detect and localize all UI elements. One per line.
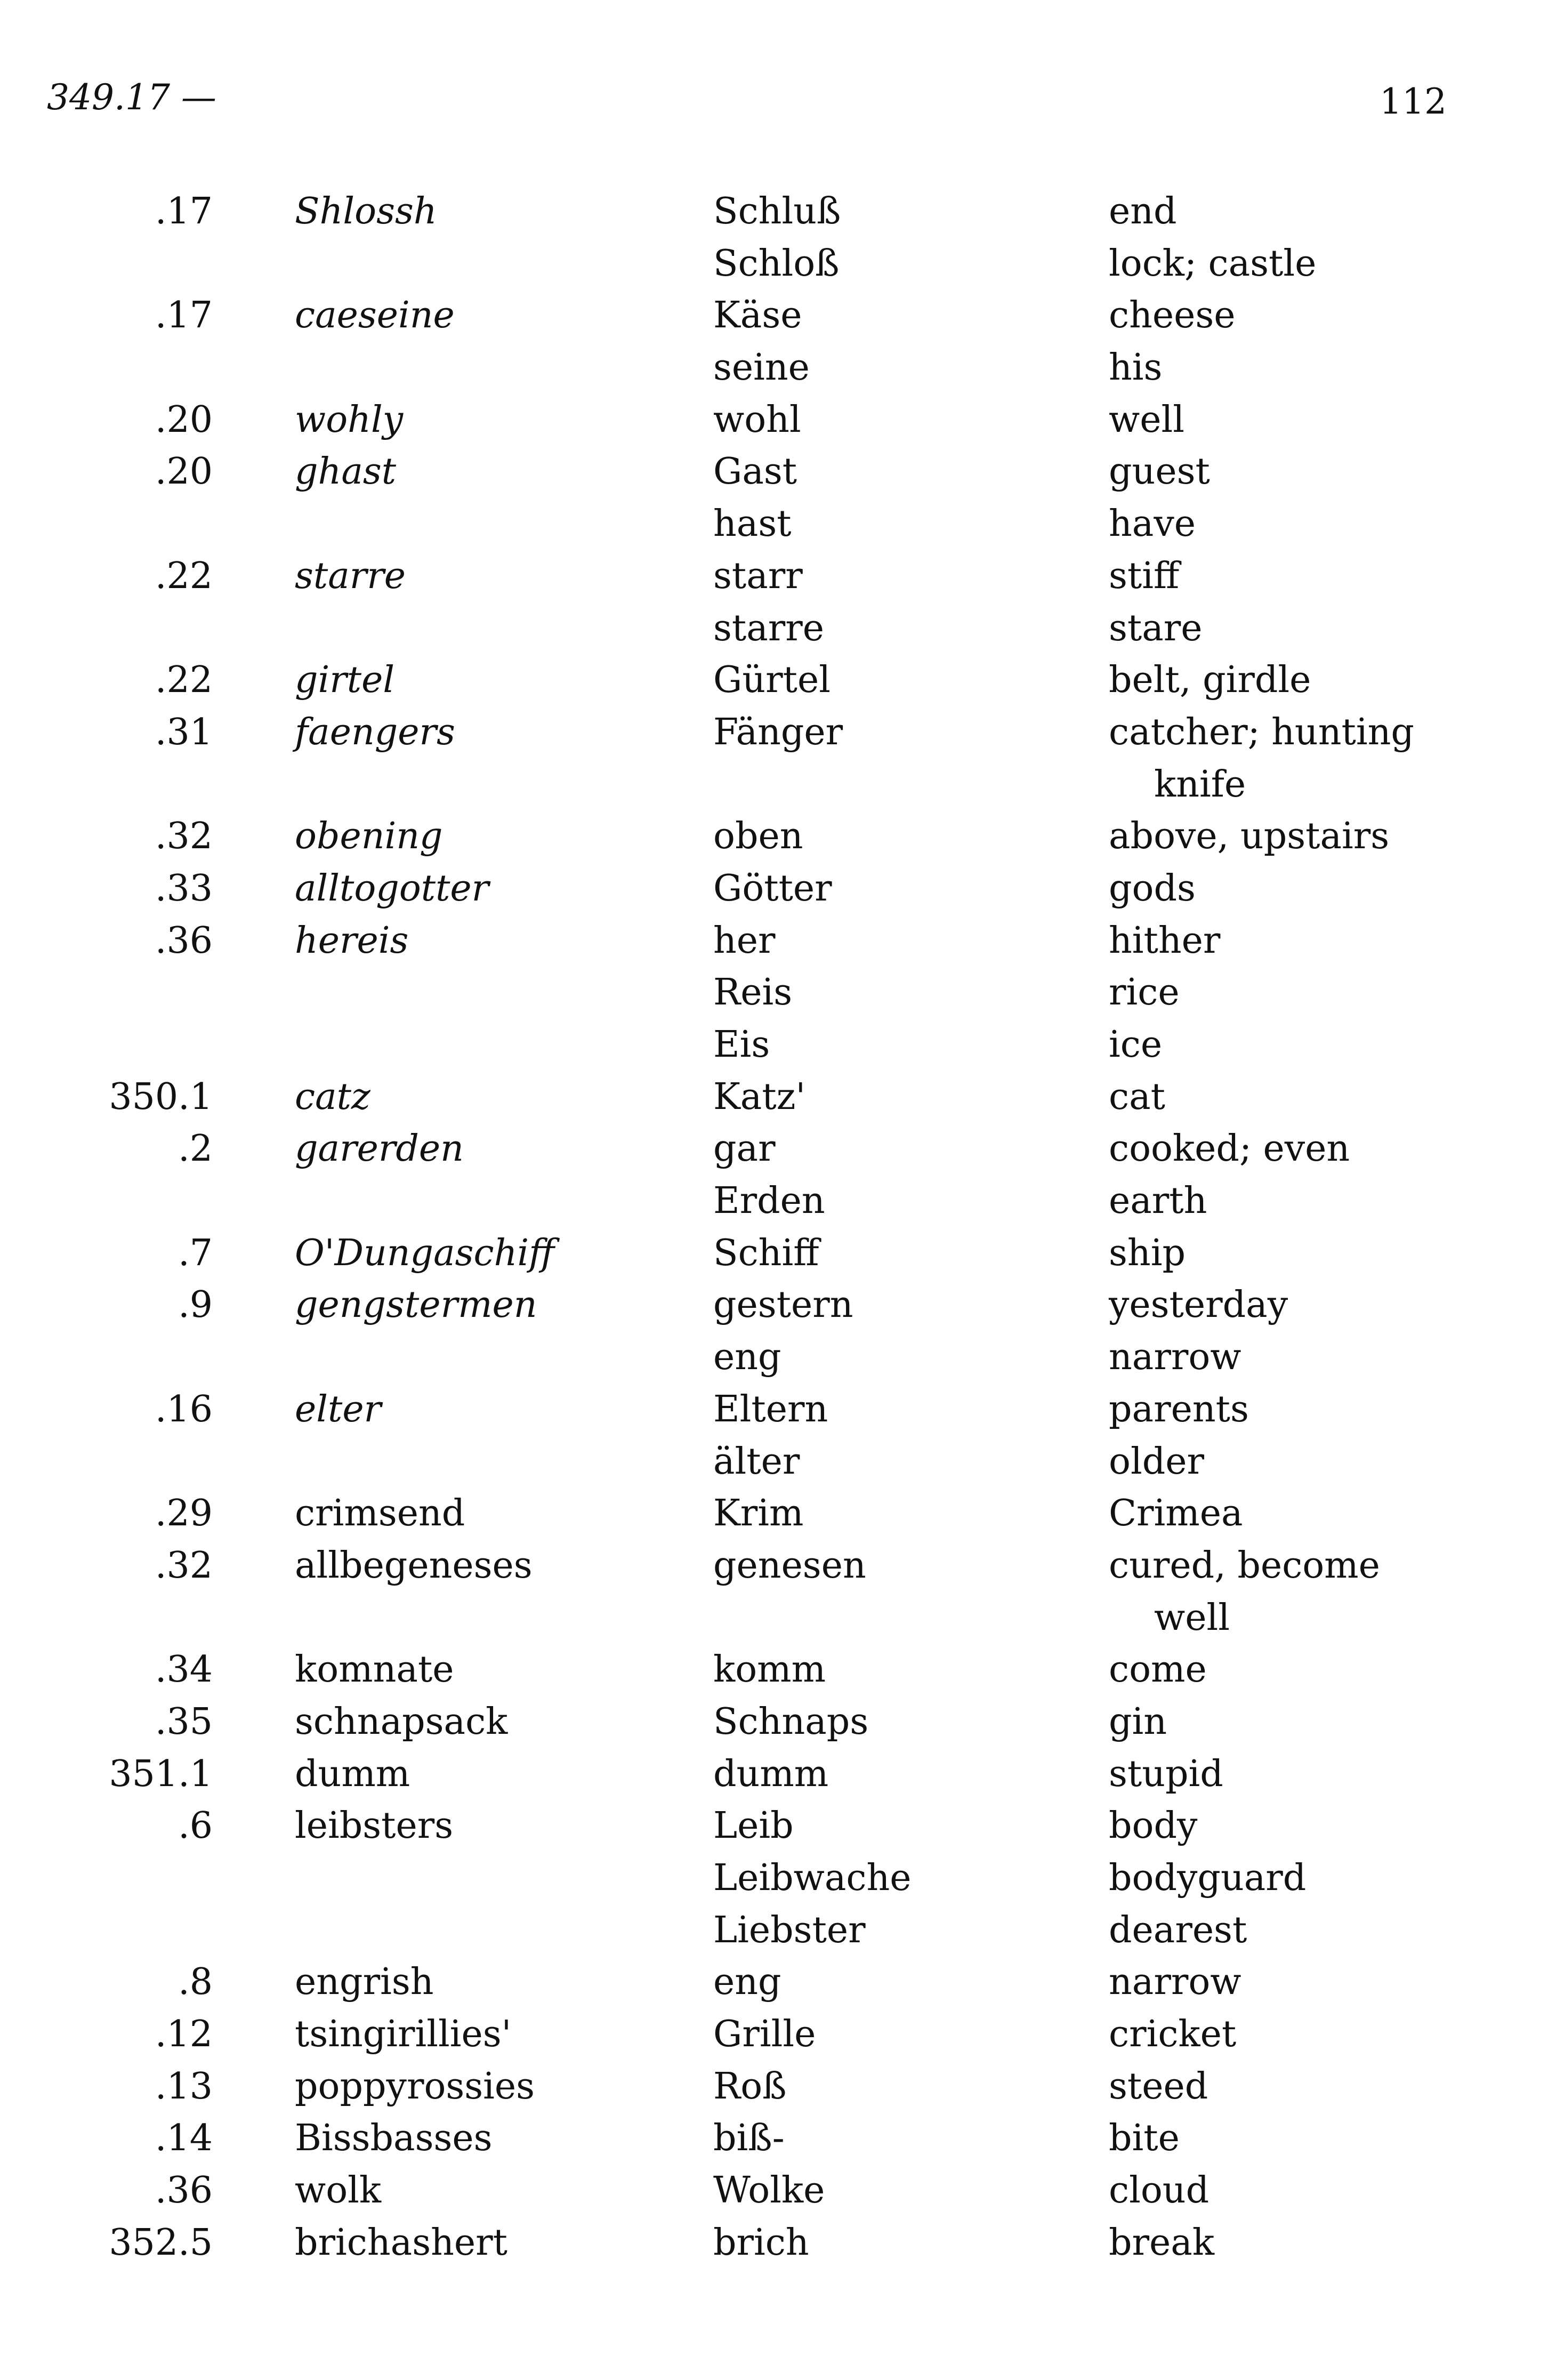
wake-word: alltogotter bbox=[295, 867, 489, 910]
wake-word: engrish bbox=[295, 1961, 434, 2004]
wake-word: O'Dungaschiff bbox=[295, 1232, 555, 1274]
line-reference: 352.5 bbox=[109, 2221, 213, 2264]
wake-word: gengstermen bbox=[295, 1284, 537, 1326]
table-row bbox=[0, 1696, 1548, 1748]
table-row bbox=[0, 1436, 1548, 1488]
table-row bbox=[0, 967, 1548, 1019]
line-reference: .17 bbox=[155, 190, 213, 232]
german-word: Götter bbox=[713, 867, 832, 910]
english-gloss: body bbox=[1109, 1805, 1198, 1847]
table-row bbox=[0, 498, 1548, 550]
table-row bbox=[0, 759, 1548, 811]
english-gloss: well bbox=[1109, 398, 1184, 441]
english-gloss: ice bbox=[1109, 1024, 1163, 1066]
wake-word: wohly bbox=[295, 398, 404, 441]
german-word: Roß bbox=[713, 2065, 787, 2108]
wake-word: girtel bbox=[295, 659, 395, 702]
english-gloss: have bbox=[1109, 503, 1196, 545]
english-gloss: lock; castle bbox=[1109, 242, 1317, 285]
english-gloss: above, upstairs bbox=[1109, 815, 1390, 858]
german-word: Käse bbox=[713, 294, 802, 337]
english-gloss: bite bbox=[1109, 2117, 1180, 2160]
german-word: Fänger bbox=[713, 711, 843, 753]
english-gloss: break bbox=[1109, 2221, 1215, 2264]
wake-word: Bissbasses bbox=[295, 2117, 493, 2160]
line-reference: .14 bbox=[155, 2117, 213, 2160]
table-row bbox=[0, 1227, 1548, 1280]
table-row bbox=[0, 1748, 1548, 1800]
line-reference: .12 bbox=[155, 2013, 213, 2056]
german-word: Krim bbox=[713, 1492, 804, 1535]
line-reference: .35 bbox=[155, 1700, 213, 1743]
table-row bbox=[0, 290, 1548, 342]
wake-word: dumm bbox=[295, 1752, 410, 1795]
table-row bbox=[0, 1540, 1548, 1592]
line-reference: .13 bbox=[155, 2065, 213, 2108]
line-reference: .6 bbox=[178, 1805, 213, 1847]
table-row bbox=[0, 2061, 1548, 2113]
english-gloss: narrow bbox=[1109, 1336, 1241, 1379]
table-row bbox=[0, 1279, 1548, 1331]
german-word: Gast bbox=[713, 451, 797, 493]
german-word: Schiff bbox=[713, 1232, 819, 1274]
table-row bbox=[0, 1019, 1548, 1071]
table-row bbox=[0, 1956, 1548, 2008]
german-word: Leib bbox=[713, 1805, 794, 1847]
table-row bbox=[0, 915, 1548, 967]
line-reference: .9 bbox=[178, 1284, 213, 1326]
german-word: Erden bbox=[713, 1180, 825, 1223]
german-word: Schluß bbox=[713, 190, 841, 232]
german-word: komm bbox=[713, 1649, 826, 1691]
german-word: her bbox=[713, 919, 776, 962]
wake-word: allbegeneses bbox=[295, 1544, 533, 1587]
table-row bbox=[0, 238, 1548, 290]
table-row bbox=[0, 1071, 1548, 1123]
table-row bbox=[0, 1904, 1548, 1957]
english-gloss: Crimea bbox=[1109, 1492, 1243, 1535]
english-gloss: belt, girdle bbox=[1109, 659, 1311, 702]
wake-word: Shlossh bbox=[295, 190, 437, 232]
table-row bbox=[0, 2165, 1548, 2217]
table-row bbox=[0, 342, 1548, 394]
english-gloss: steed bbox=[1109, 2065, 1208, 2108]
english-gloss: stare bbox=[1109, 607, 1203, 649]
german-word: Liebster bbox=[713, 1909, 866, 1951]
line-reference: .33 bbox=[155, 867, 213, 910]
wake-word: garerden bbox=[295, 1128, 464, 1170]
table-row bbox=[0, 863, 1548, 915]
line-reference: .34 bbox=[155, 1649, 213, 1691]
wake-word: hereis bbox=[295, 919, 409, 962]
table-row bbox=[0, 1592, 1548, 1644]
english-gloss: guest bbox=[1109, 451, 1210, 493]
table-row bbox=[0, 1175, 1548, 1227]
line-reference: .2 bbox=[178, 1128, 213, 1170]
english-gloss: stupid bbox=[1109, 1752, 1223, 1795]
english-gloss: end bbox=[1109, 190, 1177, 232]
line-reference: .36 bbox=[155, 2169, 213, 2212]
german-word: eng bbox=[713, 1961, 781, 2004]
german-word: eng bbox=[713, 1336, 781, 1379]
english-gloss: knife bbox=[1154, 763, 1246, 806]
table-row bbox=[0, 1123, 1548, 1175]
wake-word: caeseine bbox=[295, 294, 455, 337]
english-gloss: yesterday bbox=[1109, 1284, 1288, 1326]
table-row bbox=[0, 602, 1548, 655]
german-word: Gürtel bbox=[713, 659, 831, 702]
wake-word: brichashert bbox=[295, 2221, 507, 2264]
wake-word: catz bbox=[295, 1075, 370, 1118]
german-word: älter bbox=[713, 1440, 800, 1483]
table-row bbox=[0, 654, 1548, 706]
line-reference: .7 bbox=[178, 1232, 213, 1274]
wake-word: ghast bbox=[295, 451, 397, 493]
german-word: brich bbox=[713, 2221, 809, 2264]
english-gloss: stiff bbox=[1109, 554, 1180, 597]
german-word: wohl bbox=[713, 398, 801, 441]
english-gloss: earth bbox=[1109, 1180, 1207, 1223]
english-gloss: rice bbox=[1109, 971, 1180, 1014]
wake-word: crimsend bbox=[295, 1492, 465, 1535]
german-word: biß- bbox=[713, 2117, 785, 2160]
german-word: genesen bbox=[713, 1544, 866, 1587]
german-word: starr bbox=[713, 554, 803, 597]
english-gloss: cricket bbox=[1109, 2013, 1237, 2056]
line-reference: 350.1 bbox=[109, 1075, 213, 1118]
table-row bbox=[0, 186, 1548, 238]
wake-word: faengers bbox=[295, 711, 455, 753]
english-gloss: come bbox=[1109, 1649, 1207, 1691]
english-gloss: his bbox=[1109, 347, 1163, 389]
english-gloss: narrow bbox=[1109, 1961, 1241, 2004]
line-reference: 351.1 bbox=[109, 1752, 213, 1795]
german-word: seine bbox=[713, 347, 810, 389]
wake-word: tsingirillies' bbox=[295, 2013, 512, 2056]
line-reference: .8 bbox=[178, 1961, 213, 2004]
line-reference: .32 bbox=[155, 1544, 213, 1587]
glossary-table bbox=[0, 186, 1548, 2269]
table-row bbox=[0, 1800, 1548, 1852]
english-gloss: gods bbox=[1109, 867, 1196, 910]
table-row bbox=[0, 446, 1548, 498]
wake-word: poppyrossies bbox=[295, 2065, 535, 2108]
english-gloss: ship bbox=[1109, 1232, 1186, 1274]
table-row bbox=[0, 1488, 1548, 1540]
table-row bbox=[0, 550, 1548, 602]
english-gloss: cat bbox=[1109, 1075, 1165, 1118]
english-gloss: cheese bbox=[1109, 294, 1236, 337]
table-row bbox=[0, 1384, 1548, 1436]
line-reference: .32 bbox=[155, 815, 213, 858]
german-word: Grille bbox=[713, 2013, 816, 2056]
english-gloss: dearest bbox=[1109, 1909, 1247, 1951]
german-word: gar bbox=[713, 1128, 776, 1170]
english-gloss: catcher; hunting bbox=[1109, 711, 1414, 753]
table-row bbox=[0, 706, 1548, 759]
english-gloss: cloud bbox=[1109, 2169, 1210, 2212]
line-reference: .20 bbox=[155, 451, 213, 493]
english-gloss: cured, become bbox=[1109, 1544, 1380, 1587]
table-row bbox=[0, 2217, 1548, 2269]
line-reference: .17 bbox=[155, 294, 213, 337]
line-reference: .22 bbox=[155, 659, 213, 702]
german-word: Reis bbox=[713, 971, 793, 1014]
german-word: oben bbox=[713, 815, 803, 858]
wake-word: starre bbox=[295, 554, 406, 597]
english-gloss: cooked; even bbox=[1109, 1128, 1350, 1170]
english-gloss: gin bbox=[1109, 1700, 1167, 1743]
german-word: gestern bbox=[713, 1284, 853, 1326]
line-reference: .29 bbox=[155, 1492, 213, 1535]
german-word: Eltern bbox=[713, 1388, 828, 1430]
wake-word: obening bbox=[295, 815, 443, 858]
german-word: starre bbox=[713, 607, 825, 649]
german-word: dumm bbox=[713, 1752, 829, 1795]
table-row bbox=[0, 1852, 1548, 1904]
english-gloss: well bbox=[1154, 1596, 1230, 1639]
wake-word: komnate bbox=[295, 1649, 454, 1691]
line-reference: .22 bbox=[155, 554, 213, 597]
table-row bbox=[0, 810, 1548, 863]
table-row bbox=[0, 394, 1548, 446]
german-word: Leibwache bbox=[713, 1857, 912, 1899]
english-gloss: older bbox=[1109, 1440, 1204, 1483]
german-word: hast bbox=[713, 503, 792, 545]
table-row bbox=[0, 2008, 1548, 2061]
german-word: Wolke bbox=[713, 2169, 825, 2212]
wake-word: wolk bbox=[295, 2169, 382, 2212]
page-number: 112 bbox=[1380, 81, 1447, 122]
english-gloss: hither bbox=[1109, 919, 1221, 962]
wake-word: leibsters bbox=[295, 1805, 454, 1847]
running-head-reference: 349.17 — bbox=[47, 77, 216, 118]
table-row bbox=[0, 2112, 1548, 2165]
german-word: Schnaps bbox=[713, 1700, 869, 1743]
wake-word: schnapsack bbox=[295, 1700, 508, 1743]
line-reference: .16 bbox=[155, 1388, 213, 1430]
line-reference: .31 bbox=[155, 711, 213, 753]
english-gloss: bodyguard bbox=[1109, 1857, 1307, 1899]
line-reference: .36 bbox=[155, 919, 213, 962]
german-word: Katz' bbox=[713, 1075, 806, 1118]
wake-word: elter bbox=[295, 1388, 382, 1430]
german-word: Eis bbox=[713, 1024, 770, 1066]
table-row bbox=[0, 1644, 1548, 1696]
table-row bbox=[0, 1331, 1548, 1384]
german-word: Schloß bbox=[713, 242, 840, 285]
line-reference: .20 bbox=[155, 398, 213, 441]
english-gloss: parents bbox=[1109, 1388, 1249, 1430]
